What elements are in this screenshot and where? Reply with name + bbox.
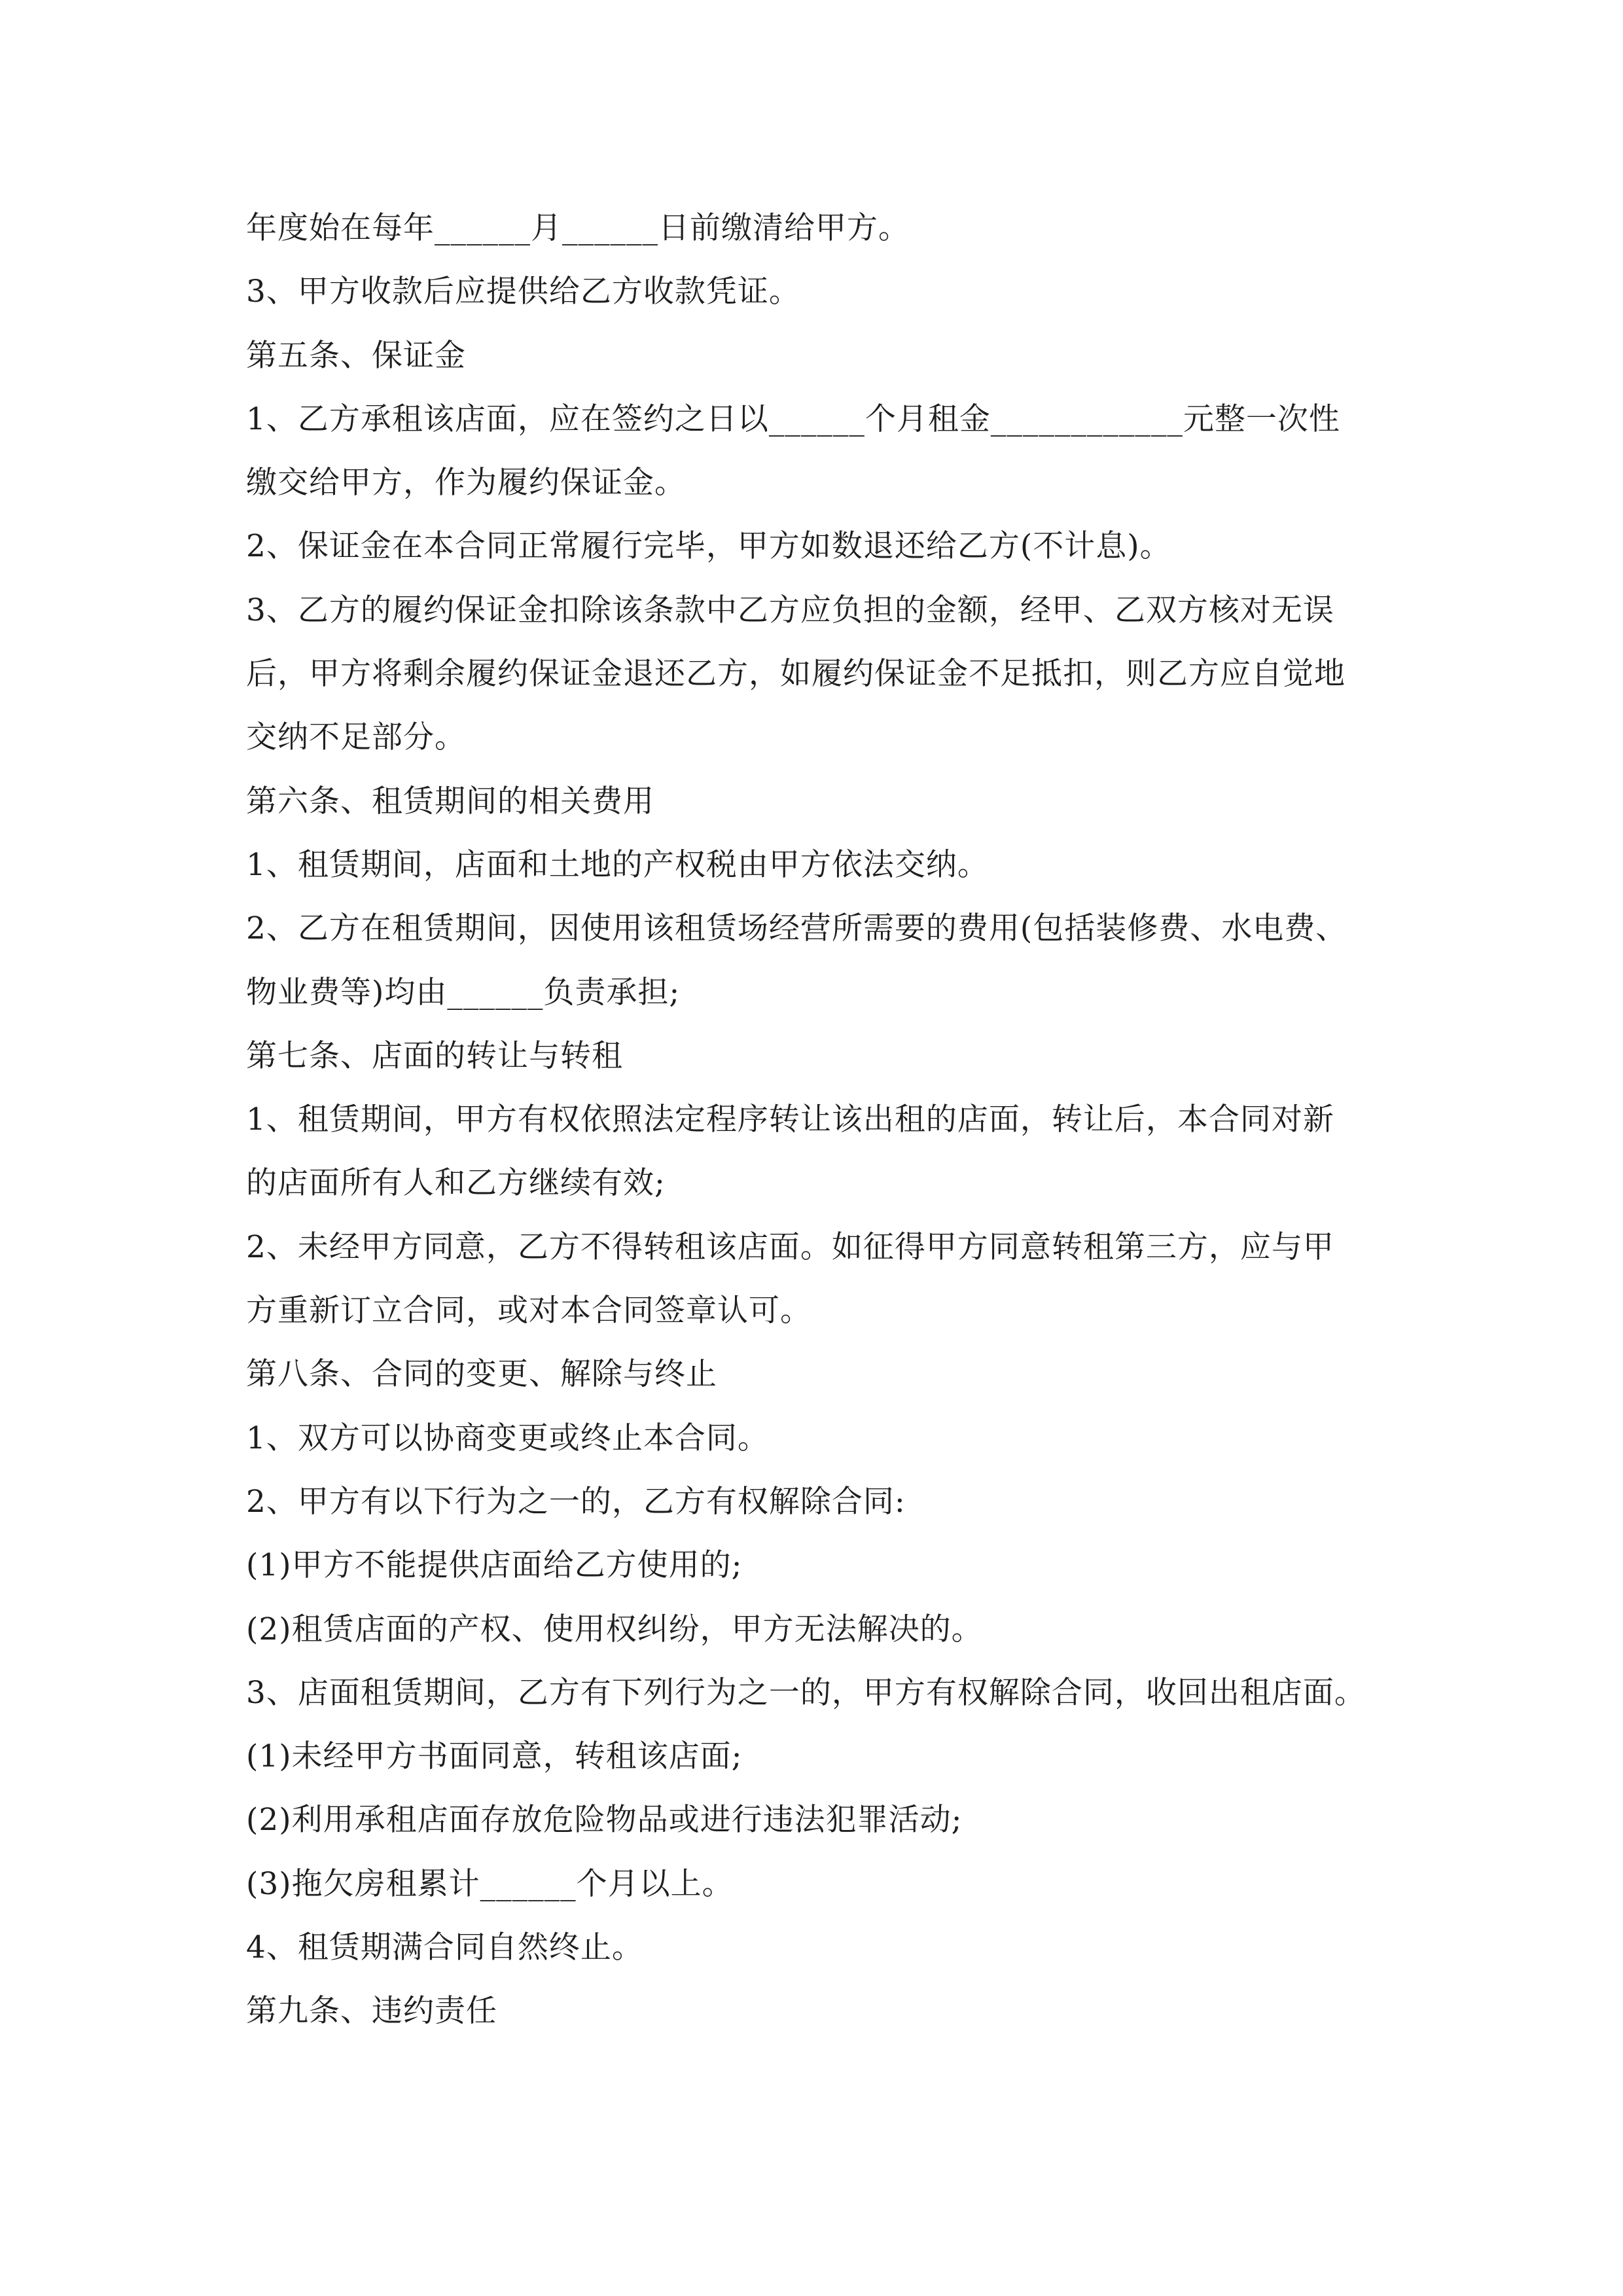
termination-clause-3-item-1: (1)未经甲方书面同意，转租该店面;: [246, 1738, 743, 1775]
termination-clause-2: 2、甲方有以下行为之一的，乙方有权解除合同:: [246, 1483, 906, 1520]
article-7-heading: 第七条、店面的转让与转租: [246, 1037, 623, 1074]
article-5-heading: 第五条、保证金: [246, 337, 466, 374]
termination-clause-3-item-2: (2)利用承租店面存放危险物品或进行违法犯罪活动;: [246, 1802, 963, 1839]
termination-clause-2-item-2: (2)租赁店面的产权、使用权纠纷，甲方无法解决的。: [246, 1611, 983, 1647]
termination-clause-3-item-3: (3)拖欠房租累计______个月以上。: [246, 1865, 734, 1902]
article-9-heading: 第九条、违约责任: [246, 1993, 497, 2030]
article-6-heading: 第六条、租赁期间的相关费用: [246, 783, 654, 819]
deposit-clause-3: 3、乙方的履约保证金扣除该条款中乙方应负担的金额，经甲、乙双方核对无误: [246, 592, 1334, 628]
termination-clause-2-item-1: (1)甲方不能提供店面给乙方使用的;: [246, 1547, 743, 1584]
deposit-clause-1: 1、乙方承租该店面，应在签约之日以______个月租金____________元整一次性: [246, 401, 1340, 437]
deposit-clause-3-cont-b: 交纳不足部分。: [246, 719, 466, 756]
receipt-clause: 3、甲方收款后应提供给乙方收款凭证。: [246, 274, 800, 310]
termination-clause-1: 1、双方可以协商变更或终止本合同。: [246, 1420, 769, 1456]
deposit-clause-2: 2、保证金在本合同正常履行完毕，甲方如数退还给乙方(不计息)。: [246, 528, 1171, 565]
fees-clause-2-cont: 物业费等)均由______负责承担;: [246, 974, 681, 1011]
transfer-clause-1-cont: 的店面所有人和乙方继续有效;: [246, 1165, 666, 1202]
article-8-heading: 第八条、合同的变更、解除与终止: [246, 1356, 717, 1393]
contract-page-body: [246, 196, 1418, 2043]
termination-clause-4: 4、租赁期满合同自然终止。: [246, 1929, 643, 1966]
payment-deadline-line: 年度始在每年______月______日前缴清给甲方。: [246, 210, 910, 246]
transfer-clause-1: 1、租赁期间，甲方有权依照法定程序转让该出租的店面，转让后，本合同对新: [246, 1102, 1334, 1138]
termination-clause-3: 3、店面租赁期间，乙方有下列行为之一的，甲方有权解除合同，收回出租店面。: [246, 1674, 1366, 1711]
deposit-clause-1-cont: 缴交给甲方，作为履约保证金。: [246, 465, 686, 501]
transfer-clause-2-cont: 方重新订立合同，或对本合同签章认可。: [246, 1293, 812, 1329]
fees-clause-1: 1、租赁期间，店面和土地的产权税由甲方依法交纳。: [246, 846, 989, 883]
fees-clause-2: 2、乙方在租赁期间，因使用该租赁场经营所需要的费用(包括装修费、水电费、: [246, 910, 1347, 947]
transfer-clause-2: 2、未经甲方同意，乙方不得转租该店面。如征得甲方同意转租第三方，应与甲: [246, 1229, 1334, 1265]
deposit-clause-3-cont-a: 后，甲方将剩余履约保证金退还乙方，如履约保证金不足抵扣，则乙方应自觉地: [246, 656, 1346, 692]
